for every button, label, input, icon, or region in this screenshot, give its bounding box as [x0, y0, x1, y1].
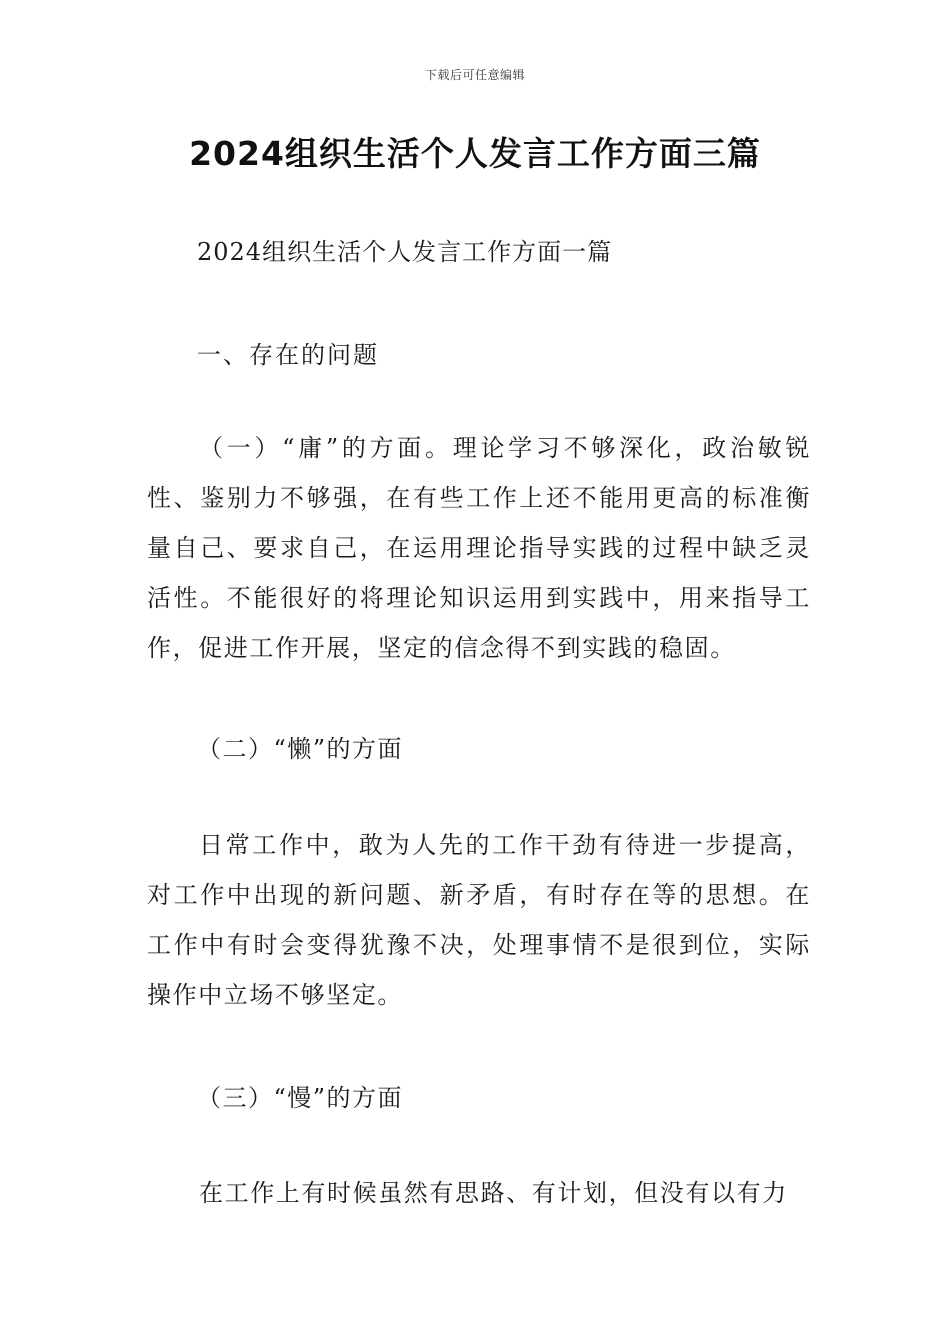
paragraph-man: 在工作上有时候虽然有思路、有计划，但没有以有力: [199, 1179, 788, 1207]
paragraph-yong: （一）“庸”的方面。理论学习不够深化，政治敏锐性、鉴别力不够强，在有些工作上还不能用更高的标准衡量自己、要求自己，在运用理论指导实践的过程中缺乏灵活性。不能很好的将理论知识运用到实践中，用来指导工作，促进工作开展，坚定的信念得不到实践的稳固。: [147, 434, 811, 662]
document-subtitle: 2024组织生活个人发言工作方面一篇: [197, 238, 613, 266]
sub-heading-lan: （二）“懒”的方面: [197, 735, 404, 763]
document-title: 2024组织生活个人发言工作方面三篇: [189, 134, 761, 173]
header-note: 下载后可任意编辑: [424, 68, 525, 82]
paragraph-lan: 日常工作中，敢为人先的工作干劲有待进一步提高，对工作中出现的新问题、新矛盾，有时存在等的思想。在工作中有时会变得犹豫不决，处理事情不是很到位，实际操作中立场不够坚定。: [147, 831, 811, 1009]
section-heading: 一、存在的问题: [197, 341, 379, 369]
sub-heading-man: （三）“慢”的方面: [197, 1084, 404, 1112]
